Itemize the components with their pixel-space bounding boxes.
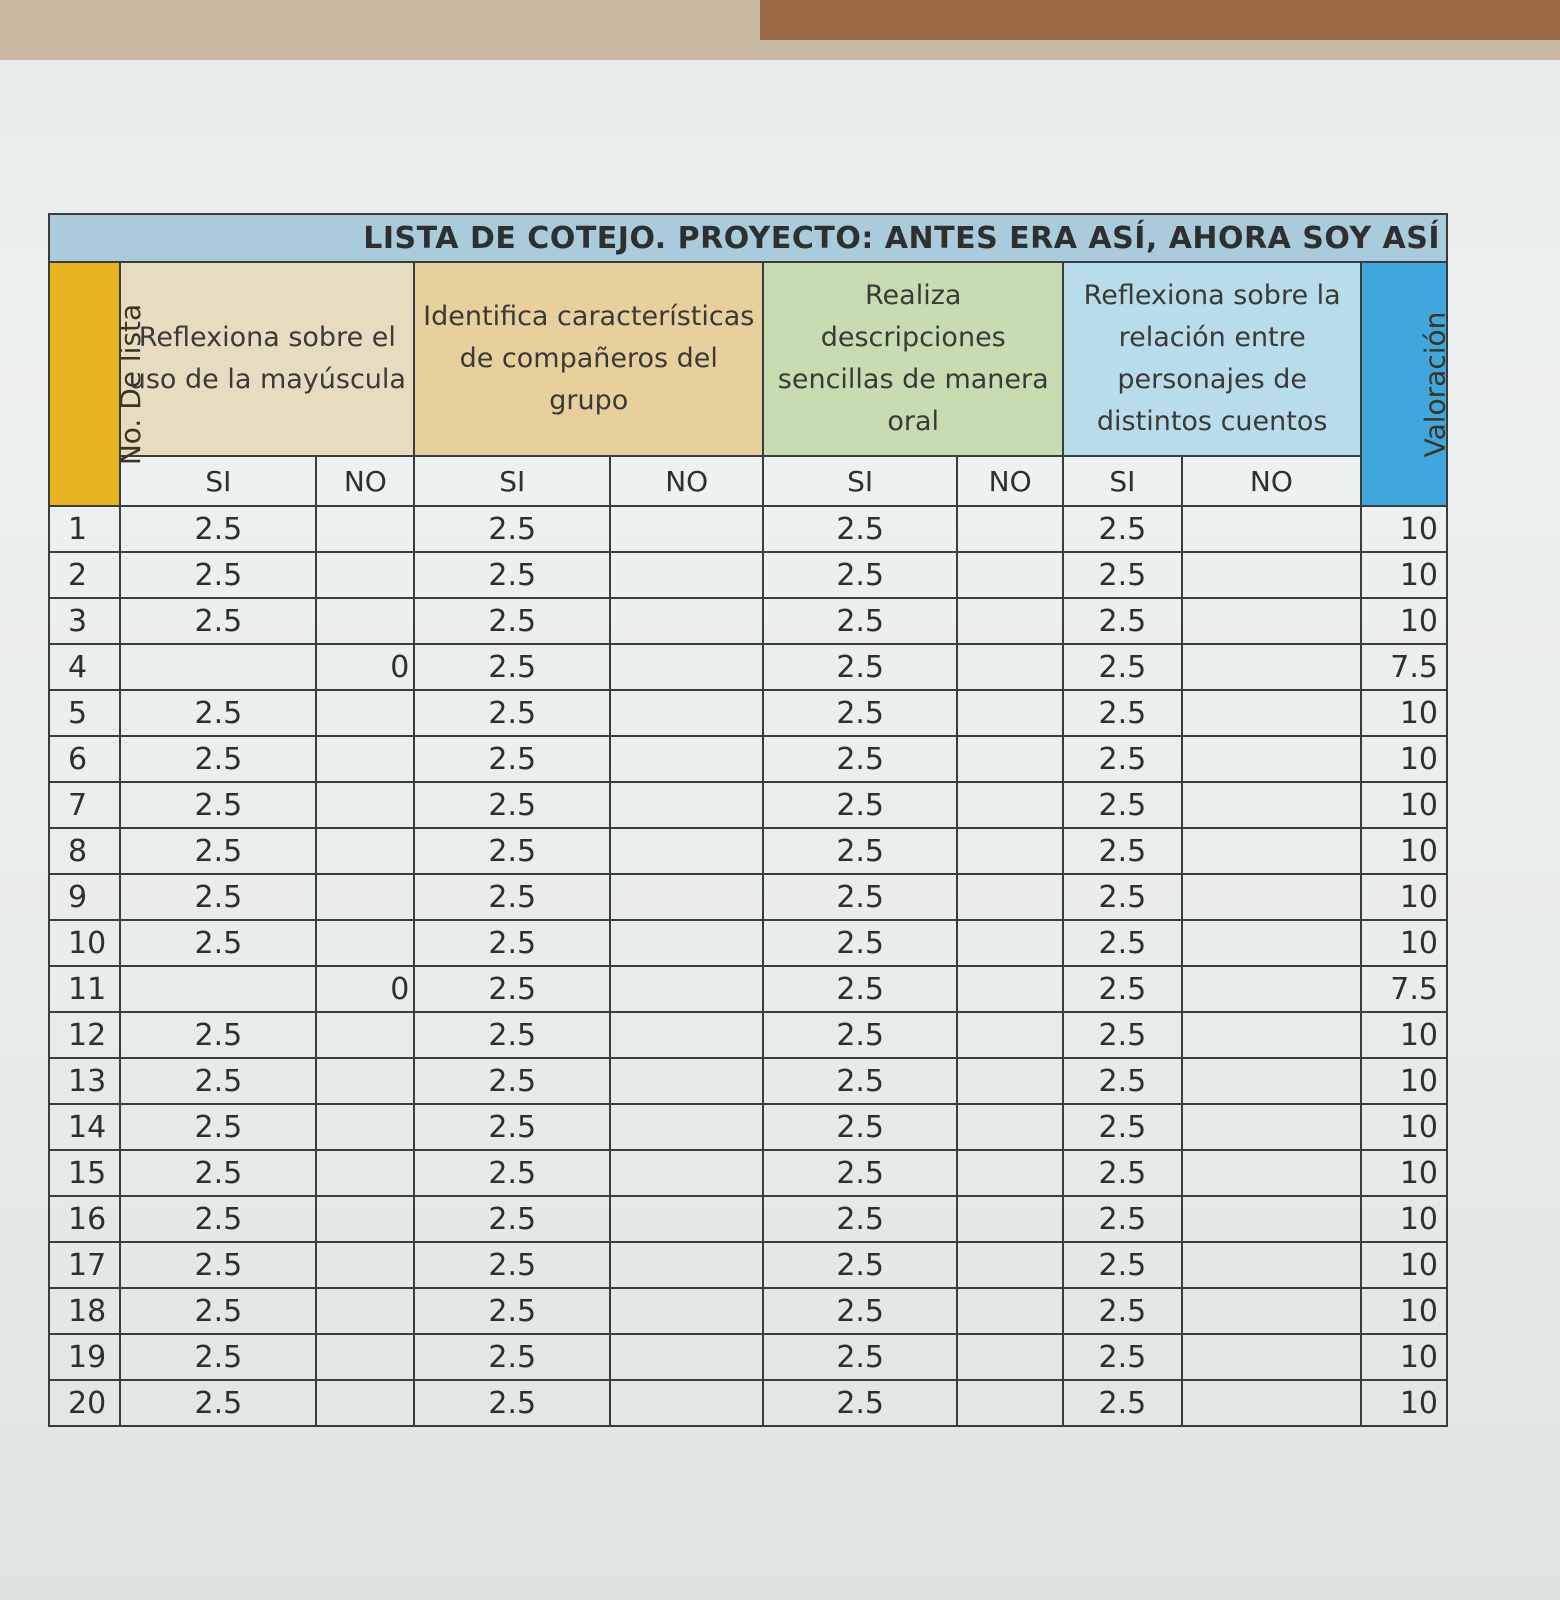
c4-no-value: [1182, 874, 1362, 920]
checklist-title: LISTA DE COTEJO. PROYECTO: ANTES ERA ASÍ, AHORA SOY ASÍ: [49, 214, 1447, 262]
c1-si-value: 2.5: [120, 920, 316, 966]
c1-si-value: [120, 644, 316, 690]
c3-no-value: [957, 690, 1063, 736]
table-row: [49, 1380, 1447, 1426]
c1-no-header: NO: [316, 456, 414, 506]
c2-si-value: 2.5: [414, 1150, 610, 1196]
c4-no-value: [1182, 1380, 1362, 1426]
table-row: [49, 644, 1447, 690]
c3-no-value: [957, 1334, 1063, 1380]
c2-si-header: SI: [414, 456, 610, 506]
c4-si-value: 2.5: [1063, 1058, 1181, 1104]
c1-no-value: [316, 874, 414, 920]
table-row: [49, 828, 1447, 874]
c2-si-value: 2.5: [414, 1012, 610, 1058]
student-number: 4: [49, 644, 120, 690]
table-row: [49, 782, 1447, 828]
c2-no-value: [610, 828, 763, 874]
c3-no-value: [957, 736, 1063, 782]
c3-no-value: [957, 1196, 1063, 1242]
c4-si-value: 2.5: [1063, 1288, 1181, 1334]
c1-si-value: 2.5: [120, 690, 316, 736]
table-row: [49, 736, 1447, 782]
c1-no-value: [316, 920, 414, 966]
c2-no-value: [610, 598, 763, 644]
c2-si-value: 2.5: [414, 828, 610, 874]
c2-si-value: 2.5: [414, 782, 610, 828]
valoracion-value: 10: [1361, 1196, 1447, 1242]
c2-no-value: [610, 1334, 763, 1380]
c3-si-value: 2.5: [763, 690, 957, 736]
c4-si-value: 2.5: [1063, 1242, 1181, 1288]
c4-no-header: NO: [1182, 456, 1362, 506]
c4-si-value: 2.5: [1063, 874, 1181, 920]
c4-no-value: [1182, 506, 1362, 552]
c2-no-value: [610, 1288, 763, 1334]
c4-no-value: [1182, 1012, 1362, 1058]
c2-no-value: [610, 644, 763, 690]
c1-no-value: [316, 1380, 414, 1426]
c3-no-value: [957, 920, 1063, 966]
c4-si-value: 2.5: [1063, 966, 1181, 1012]
c1-si-value: 2.5: [120, 1104, 316, 1150]
c2-si-value: 2.5: [414, 1288, 610, 1334]
c3-no-value: [957, 1380, 1063, 1426]
c3-si-value: 2.5: [763, 736, 957, 782]
valoracion-label: Valoración: [1418, 311, 1452, 457]
c2-no-value: [610, 1012, 763, 1058]
valoracion-value: 10: [1361, 874, 1447, 920]
c1-si-header: SI: [120, 456, 316, 506]
valoracion-value: 10: [1361, 1012, 1447, 1058]
student-number: 11: [49, 966, 120, 1012]
c4-si-value: 2.5: [1063, 1150, 1181, 1196]
c1-no-value: [316, 1334, 414, 1380]
c2-si-value: 2.5: [414, 598, 610, 644]
table-row: [49, 1242, 1447, 1288]
c1-no-value: [316, 1288, 414, 1334]
c4-no-value: [1182, 1058, 1362, 1104]
c4-no-value: [1182, 690, 1362, 736]
table-row: [49, 874, 1447, 920]
valoracion-value: 10: [1361, 1150, 1447, 1196]
c3-no-value: [957, 874, 1063, 920]
valoracion-value: 10: [1361, 1334, 1447, 1380]
c2-no-value: [610, 1150, 763, 1196]
c4-si-value: 2.5: [1063, 920, 1181, 966]
valoracion-value: 10: [1361, 1380, 1447, 1426]
c4-no-value: [1182, 920, 1362, 966]
c4-si-value: 2.5: [1063, 1334, 1181, 1380]
desk-edge: [0, 0, 1560, 60]
c1-si-value: 2.5: [120, 552, 316, 598]
c2-no-value: [610, 920, 763, 966]
c2-no-value: [610, 1058, 763, 1104]
c3-si-value: 2.5: [763, 1150, 957, 1196]
c3-no-header: NO: [957, 456, 1063, 506]
table-row: [49, 690, 1447, 736]
c3-si-value: 2.5: [763, 1380, 957, 1426]
valoracion-value: 10: [1361, 506, 1447, 552]
valoracion-value: 10: [1361, 552, 1447, 598]
c3-no-value: [957, 506, 1063, 552]
student-number: 2: [49, 552, 120, 598]
student-number: 1: [49, 506, 120, 552]
c4-no-value: [1182, 736, 1362, 782]
student-number: 13: [49, 1058, 120, 1104]
c4-no-value: [1182, 1104, 1362, 1150]
c2-si-value: 2.5: [414, 644, 610, 690]
table-row: [49, 1334, 1447, 1380]
checklist-sheet: [48, 213, 1452, 1427]
c1-no-value: [316, 1150, 414, 1196]
student-number: 7: [49, 782, 120, 828]
c1-si-value: 2.5: [120, 874, 316, 920]
c4-no-value: [1182, 782, 1362, 828]
c2-no-value: [610, 506, 763, 552]
c1-si-value: 2.5: [120, 782, 316, 828]
c2-no-value: [610, 736, 763, 782]
c1-si-value: 2.5: [120, 1150, 316, 1196]
c3-si-value: 2.5: [763, 1334, 957, 1380]
no-lista-label: No. De lista: [114, 303, 148, 465]
c4-no-value: [1182, 1196, 1362, 1242]
c1-si-value: 2.5: [120, 1334, 316, 1380]
c3-si-value: 2.5: [763, 506, 957, 552]
student-number: 8: [49, 828, 120, 874]
c2-si-value: 2.5: [414, 690, 610, 736]
criterion-3-header: Realiza descripciones sencillas de manera oral: [763, 262, 1063, 456]
c2-no-value: [610, 1242, 763, 1288]
c3-no-value: [957, 1150, 1063, 1196]
c1-no-value: [316, 1012, 414, 1058]
valoracion-value: 10: [1361, 1242, 1447, 1288]
c1-no-value: [316, 552, 414, 598]
c1-si-value: 2.5: [120, 1380, 316, 1426]
c2-si-value: 2.5: [414, 966, 610, 1012]
c2-si-value: 2.5: [414, 1380, 610, 1426]
c3-si-value: 2.5: [763, 1012, 957, 1058]
c3-no-value: [957, 1288, 1063, 1334]
c4-no-value: [1182, 598, 1362, 644]
student-number: 20: [49, 1380, 120, 1426]
c3-si-value: 2.5: [763, 598, 957, 644]
valoracion-header: [1361, 262, 1452, 506]
c2-no-value: [610, 874, 763, 920]
table-row: [49, 1150, 1447, 1196]
c4-no-value: [1182, 644, 1362, 690]
c1-no-value: 0: [316, 966, 414, 1012]
c1-no-value: 0: [316, 644, 414, 690]
table-row: [49, 1058, 1447, 1104]
table-row: [49, 1012, 1447, 1058]
table-row: [49, 506, 1447, 552]
c3-si-value: 2.5: [763, 828, 957, 874]
c2-no-value: [610, 1380, 763, 1426]
c2-no-value: [610, 1104, 763, 1150]
c2-no-value: [610, 552, 763, 598]
table-row: [49, 598, 1447, 644]
student-number: 10: [49, 920, 120, 966]
c4-si-value: 2.5: [1063, 598, 1181, 644]
c4-no-value: [1182, 1150, 1362, 1196]
c3-si-value: 2.5: [763, 1104, 957, 1150]
valoracion-value: 10: [1361, 598, 1447, 644]
c2-no-value: [610, 690, 763, 736]
c1-no-value: [316, 1058, 414, 1104]
student-number: 17: [49, 1242, 120, 1288]
c4-si-value: 2.5: [1063, 506, 1181, 552]
c3-si-value: 2.5: [763, 644, 957, 690]
c3-no-value: [957, 828, 1063, 874]
student-number: 18: [49, 1288, 120, 1334]
student-number: 3: [49, 598, 120, 644]
c1-no-value: [316, 1104, 414, 1150]
c2-si-value: 2.5: [414, 1242, 610, 1288]
student-number: 19: [49, 1334, 120, 1380]
valoracion-value: 10: [1361, 828, 1447, 874]
c1-no-value: [316, 506, 414, 552]
c3-si-value: 2.5: [763, 1288, 957, 1334]
c1-no-value: [316, 1196, 414, 1242]
c3-no-value: [957, 1242, 1063, 1288]
c4-si-value: 2.5: [1063, 1104, 1181, 1150]
valoracion-value: 7.5: [1361, 644, 1447, 690]
c4-no-value: [1182, 552, 1362, 598]
c1-si-value: 2.5: [120, 1012, 316, 1058]
table-row: [49, 552, 1447, 598]
valoracion-value: 10: [1361, 1288, 1447, 1334]
c3-no-value: [957, 598, 1063, 644]
table-row: [49, 1196, 1447, 1242]
c4-si-header: SI: [1063, 456, 1181, 506]
c3-no-value: [957, 1058, 1063, 1104]
c4-si-value: 2.5: [1063, 644, 1181, 690]
table-row: [49, 966, 1447, 1012]
c1-si-value: 2.5: [120, 506, 316, 552]
c2-si-value: 2.5: [414, 552, 610, 598]
c4-si-value: 2.5: [1063, 1380, 1181, 1426]
valoracion-value: 10: [1361, 1058, 1447, 1104]
c1-no-value: [316, 598, 414, 644]
c4-si-value: 2.5: [1063, 690, 1181, 736]
c3-si-value: 2.5: [763, 782, 957, 828]
c1-si-value: 2.5: [120, 1288, 316, 1334]
c2-si-value: 2.5: [414, 874, 610, 920]
c2-si-value: 2.5: [414, 1104, 610, 1150]
c1-si-value: 2.5: [120, 598, 316, 644]
c4-si-value: 2.5: [1063, 736, 1181, 782]
c4-si-value: 2.5: [1063, 828, 1181, 874]
c1-si-value: 2.5: [120, 1196, 316, 1242]
student-number: 9: [49, 874, 120, 920]
c3-si-value: 2.5: [763, 1196, 957, 1242]
student-number: 16: [49, 1196, 120, 1242]
c1-si-value: [120, 966, 316, 1012]
student-number: 15: [49, 1150, 120, 1196]
valoracion-value: 7.5: [1361, 966, 1447, 1012]
student-number: 6: [49, 736, 120, 782]
c3-no-value: [957, 782, 1063, 828]
c1-si-value: 2.5: [120, 1242, 316, 1288]
valoracion-value: 10: [1361, 1104, 1447, 1150]
c4-no-value: [1182, 1242, 1362, 1288]
c3-si-value: 2.5: [763, 1058, 957, 1104]
table-row: [49, 920, 1447, 966]
c3-si-value: 2.5: [763, 966, 957, 1012]
c3-no-value: [957, 1012, 1063, 1058]
c2-si-value: 2.5: [414, 1334, 610, 1380]
c2-no-value: [610, 966, 763, 1012]
valoracion-value: 10: [1361, 736, 1447, 782]
student-number: 12: [49, 1012, 120, 1058]
c1-si-value: 2.5: [120, 736, 316, 782]
c4-no-value: [1182, 1288, 1362, 1334]
c1-no-value: [316, 1242, 414, 1288]
c1-no-value: [316, 690, 414, 736]
c2-no-value: [610, 1196, 763, 1242]
valoracion-value: 10: [1361, 690, 1447, 736]
c1-no-value: [316, 782, 414, 828]
c3-no-value: [957, 552, 1063, 598]
c1-no-value: [316, 828, 414, 874]
c4-si-value: 2.5: [1063, 782, 1181, 828]
checklist-table: [48, 213, 1452, 1427]
table-row: [49, 1288, 1447, 1334]
c4-si-value: 2.5: [1063, 1196, 1181, 1242]
c2-no-header: NO: [610, 456, 763, 506]
valoracion-value: 10: [1361, 782, 1447, 828]
c4-no-value: [1182, 828, 1362, 874]
c3-si-value: 2.5: [763, 920, 957, 966]
c1-si-value: 2.5: [120, 1058, 316, 1104]
c3-si-value: 2.5: [763, 874, 957, 920]
no-lista-header: [49, 262, 148, 506]
c3-no-value: [957, 644, 1063, 690]
criterion-4-header: Reflexiona sobre la relación entre personajes de distintos cuentos: [1063, 262, 1361, 456]
c4-si-value: 2.5: [1063, 552, 1181, 598]
c2-si-value: 2.5: [414, 1196, 610, 1242]
c2-si-value: 2.5: [414, 506, 610, 552]
c4-no-value: [1182, 1334, 1362, 1380]
c3-no-value: [957, 966, 1063, 1012]
c3-no-value: [957, 1104, 1063, 1150]
c3-si-value: 2.5: [763, 1242, 957, 1288]
c2-si-value: 2.5: [414, 1058, 610, 1104]
c3-si-header: SI: [763, 456, 957, 506]
criterion-1-header: Reflexiona sobre el uso de la mayúscula: [120, 262, 414, 456]
student-number: 5: [49, 690, 120, 736]
c4-no-value: [1182, 966, 1362, 1012]
c4-si-value: 2.5: [1063, 1012, 1181, 1058]
c3-si-value: 2.5: [763, 552, 957, 598]
table-row: [49, 1104, 1447, 1150]
c2-si-value: 2.5: [414, 920, 610, 966]
c1-si-value: 2.5: [120, 828, 316, 874]
student-number: 14: [49, 1104, 120, 1150]
c1-no-value: [316, 736, 414, 782]
criterion-2-header: Identifica características de compañeros del grupo: [414, 262, 763, 456]
c2-si-value: 2.5: [414, 736, 610, 782]
valoracion-value: 10: [1361, 920, 1447, 966]
c2-no-value: [610, 782, 763, 828]
